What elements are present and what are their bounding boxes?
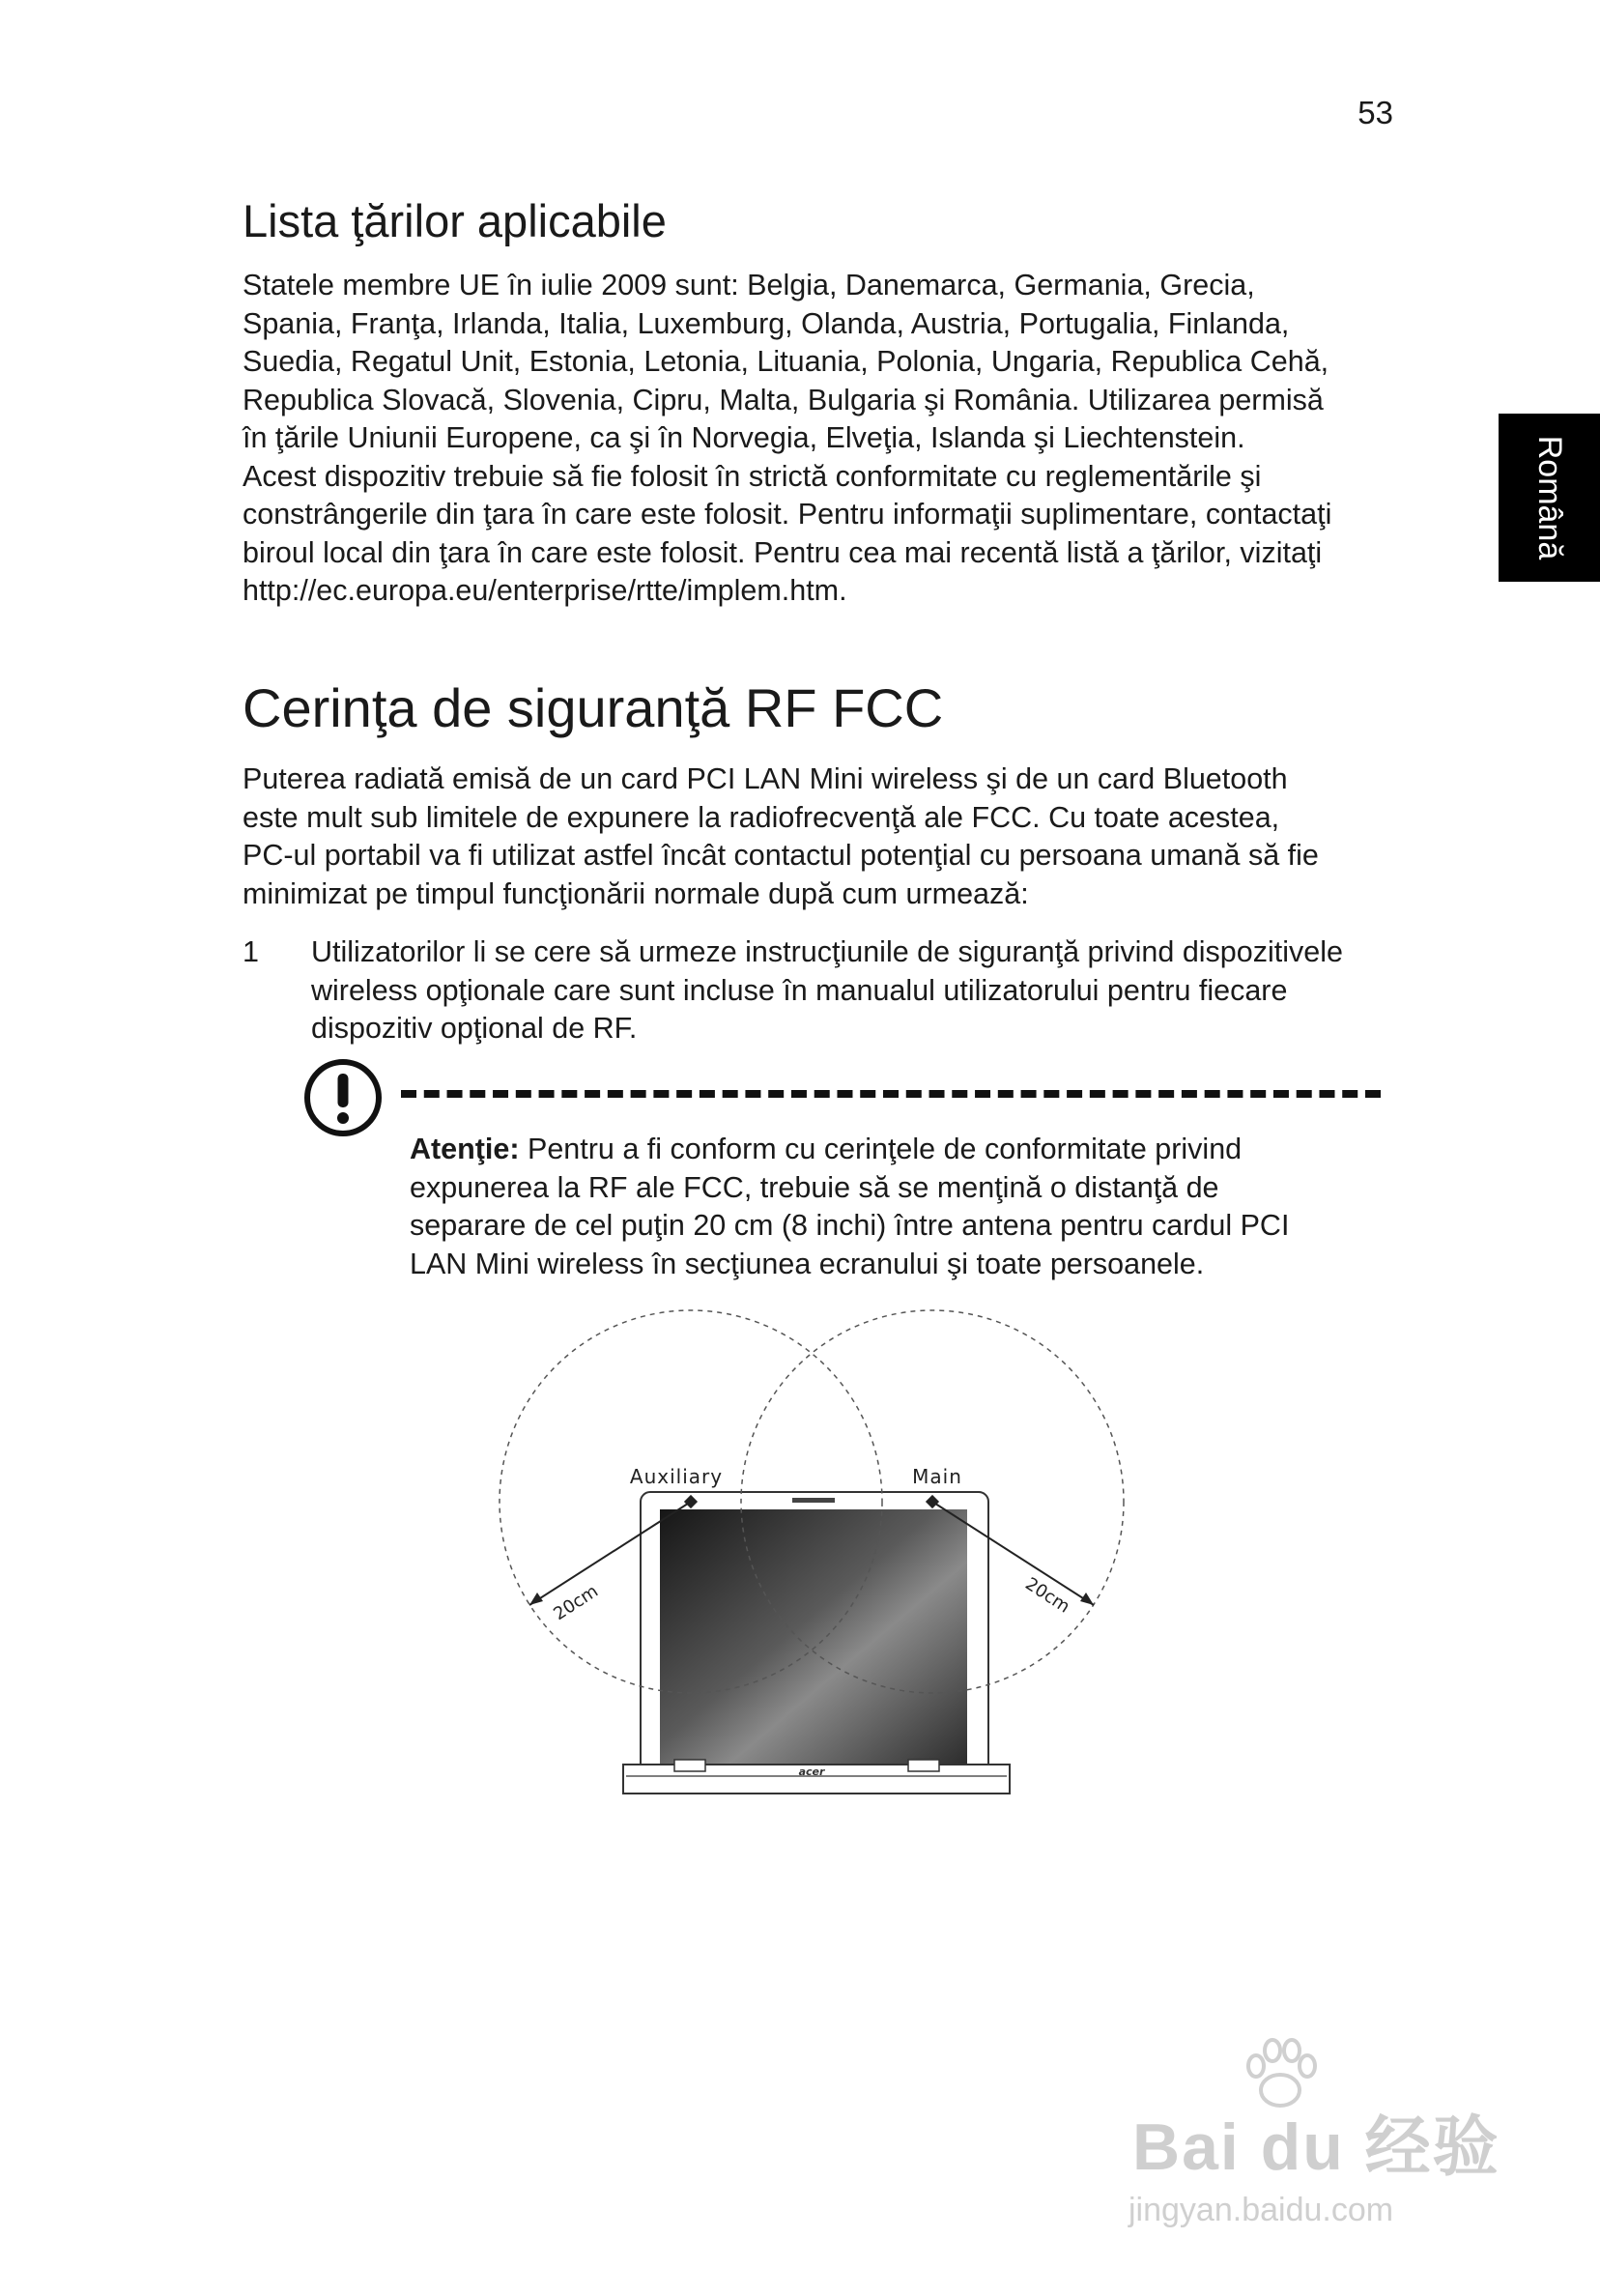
text-line: în ţările Uniunii Europene, ca şi în Norvegia, Elveţia, Islanda şi Liechtenstein.	[243, 421, 1245, 454]
text-line: PC-ul portabil va fi utilizat astfel încât contactul potenţial cu persoana umană să fie	[243, 839, 1319, 872]
auxiliary-label: Auxiliary	[629, 1465, 724, 1488]
section-title-rf-safety: Cerinţa de siguranţă RF FCC	[243, 677, 944, 738]
applicable-countries-paragraph	[243, 267, 1392, 611]
text-line: LAN Mini wireless în secţiunea ecranului şi toate persoanele.	[410, 1247, 1205, 1280]
brand-logo: acer	[798, 1765, 825, 1778]
page-number: 53	[1357, 95, 1393, 130]
text-line: Acest dispozitiv trebuie să fie folosit în strictă conformitate cu reglementările şi	[243, 459, 1262, 493]
rf-safety-paragraph	[243, 761, 1392, 913]
hinge-left	[674, 1760, 705, 1771]
text-line: dispozitiv opţional de RF.	[311, 1012, 638, 1045]
main-label: Main	[912, 1465, 962, 1488]
language-side-tab-label: Română	[1531, 435, 1568, 560]
main-distance-label: 20cm	[1021, 1573, 1073, 1618]
list-item-number: 1	[243, 935, 259, 968]
laptop-screen	[660, 1509, 967, 1770]
text-line: wireless opţionale care sunt incluse în manualul utilizatorului pentru fiecare	[311, 973, 1288, 1007]
text-line: Statele membre UE în iulie 2009 sunt: Belgia, Danemarca, Germania, Grecia,	[243, 269, 1255, 301]
text-line: Spania, Franţa, Irlanda, Italia, Luxemburg, Olanda, Austria, Portugalia, Finlanda,	[243, 306, 1290, 340]
webcam-bar	[792, 1498, 835, 1503]
hinge-right	[908, 1760, 939, 1771]
text-line: Utilizatorilor li se cere să urmeze instrucţiunile de siguranţă privind dispozitivele	[311, 935, 1343, 968]
language-side-tab	[1499, 414, 1600, 582]
warning-icon	[302, 1057, 384, 1138]
text-line: este mult sub limitele de expunere la radiofrecvenţă ale FCC. Cu toate acestea,	[243, 800, 1280, 834]
text-line: expunerea la RF ale FCC, trebuie să se menţină o distanţă de	[410, 1170, 1219, 1204]
watermark-url: jingyan.baidu.com	[1129, 2192, 1394, 2228]
eu-url-text: http://ec.europa.eu/enterprise/rtte/implem.htm.	[243, 574, 847, 607]
baidu-watermark	[1121, 2037, 1527, 2240]
text-line: minimizat pe timpul funcţionării normale după cum urmează:	[243, 876, 1029, 910]
text-line: Republica Slovacă, Slovenia, Cipru, Malta, Bulgaria şi România. Utilizarea permisă	[243, 383, 1324, 416]
auxiliary-distance-label: 20cm	[550, 1581, 602, 1625]
text-line: Suedia, Regatul Unit, Estonia, Letonia, Lituania, Polonia, Ungaria, Republica Cehă,	[243, 345, 1329, 378]
list-item-text	[311, 933, 1403, 1048]
note-text: Pentru a fi conform cu cerinţele de conformitate privind	[519, 1133, 1243, 1165]
watermark-logo-text: Bai du 经验	[1132, 2110, 1500, 2184]
caution-note	[410, 1131, 1395, 1283]
antenna-distance-diagram	[483, 1295, 1159, 1797]
note-first-line	[410, 1131, 1395, 1169]
text-line: Puterea radiată emisă de un card PCI LAN Mini wireless şi de un card Bluetooth	[243, 762, 1288, 795]
text-line: biroul local din ţara în care este folosit. Pentru cea mai recentă listă a ţărilor, vizitaţi	[243, 535, 1323, 569]
section-title-applicable-countries: Lista ţărilor aplicabile	[243, 195, 667, 246]
text-line: separare de cel puţin 20 cm (8 inchi) între antena pentru cardul PCI	[410, 1209, 1290, 1242]
note-divider	[401, 1090, 1381, 1098]
note-label: Atenţie:	[410, 1133, 520, 1165]
text-line: constrângerile din ţara în care este folosit. Pentru informaţii suplimentare, contactaţi	[243, 498, 1332, 531]
